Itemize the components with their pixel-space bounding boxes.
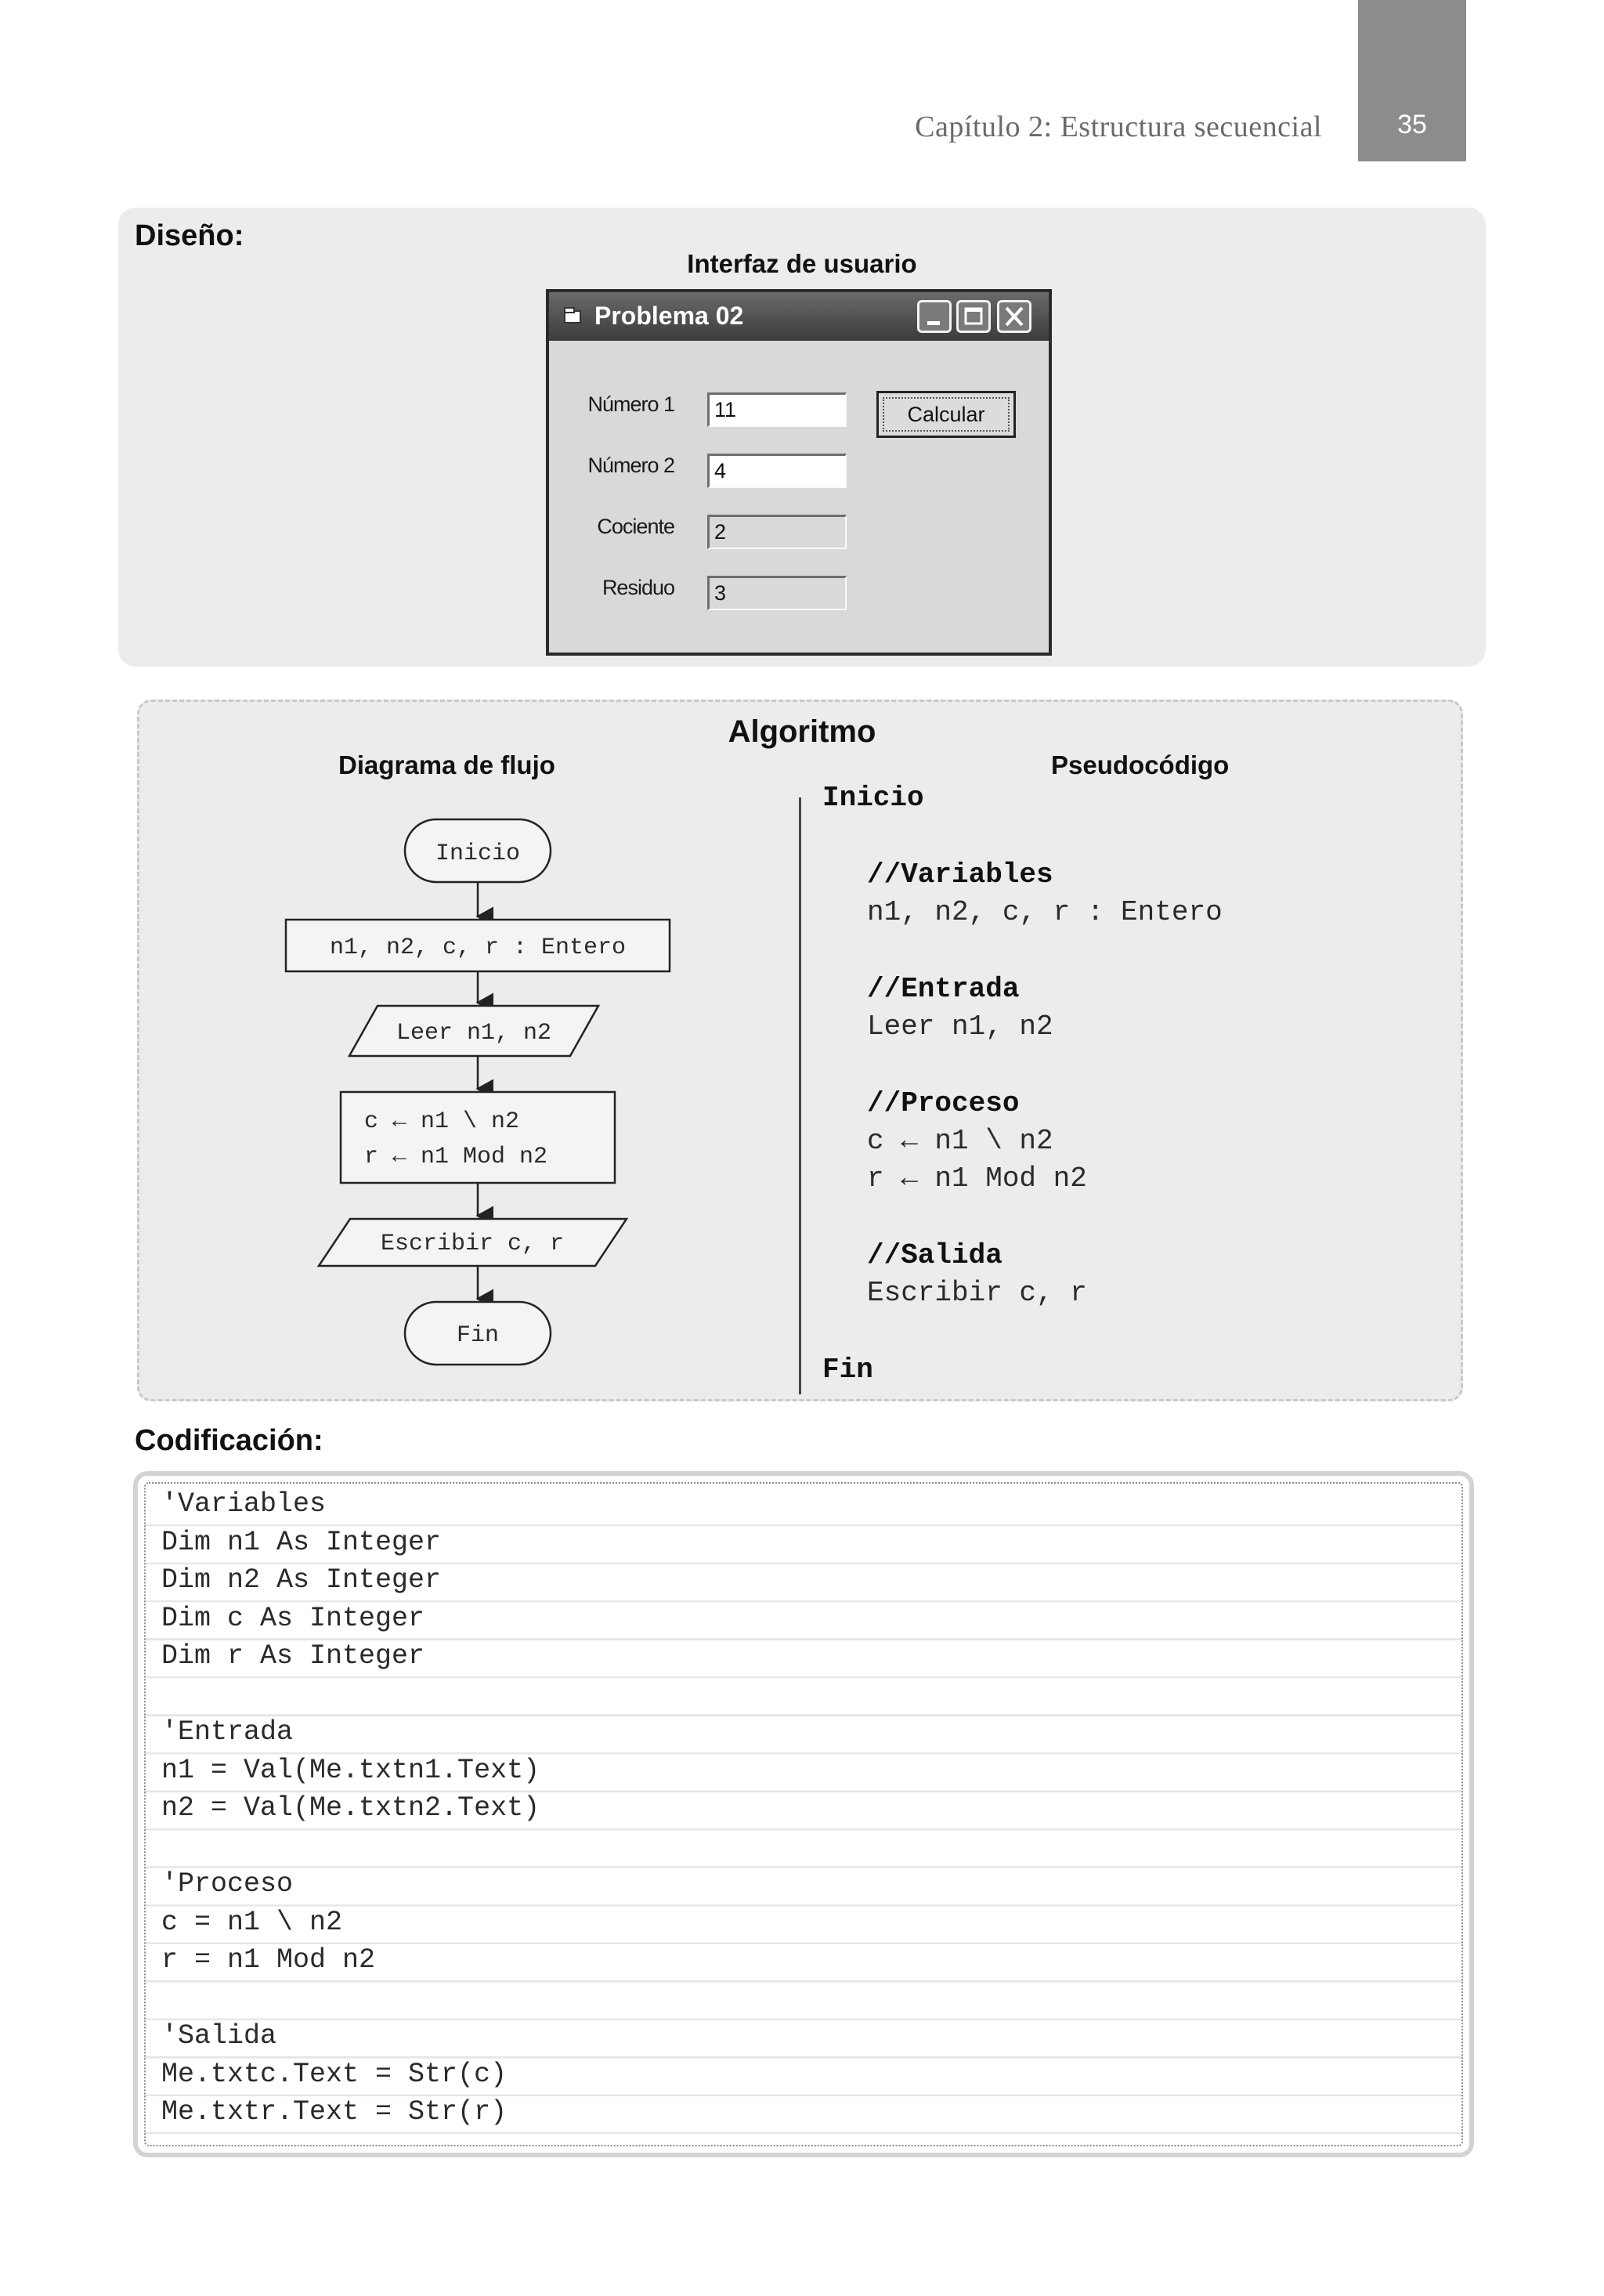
cociente-label: Cociente [597, 515, 674, 538]
pseudocode-line: r ← n1 Mod n2 [867, 1162, 1087, 1195]
window-app-icon [563, 306, 583, 329]
start-terminal-text: Inicio [435, 841, 521, 867]
residuo-output: 3 [707, 576, 847, 610]
numero1-label: Número 1 [587, 392, 674, 416]
code-line: r = n1 Mod n2 [161, 1944, 376, 1976]
code-line: 'Variables [161, 1488, 327, 1520]
chapter-title: Capítulo 2: Estructura secuencial [915, 110, 1322, 143]
maximize-icon [959, 302, 988, 331]
numero1-input[interactable]: 11 [707, 392, 847, 427]
pseudocode-line: //Variables [867, 859, 1053, 891]
process-line-1: c ← n1 \ n2 [364, 1108, 520, 1135]
code-line: Me.txtc.Text = Str(c) [161, 2058, 508, 2090]
code-line: Me.txtr.Text = Str(r) [161, 2096, 508, 2128]
ui-title: Interfaz de usuario [687, 249, 917, 278]
code-line: Dim n1 As Integer [161, 1526, 442, 1558]
flowchart [266, 807, 689, 1379]
declaration-text: n1, n2, c, r : Entero [329, 935, 627, 961]
flowchart-title: Diagrama de flujo [338, 750, 555, 779]
pseudocode-line: n1, n2, c, r : Entero [867, 896, 1223, 928]
code-line: 'Entrada [161, 1716, 294, 1748]
numero2-label: Número 2 [587, 454, 674, 477]
minimize-icon [919, 302, 949, 331]
pseudocode-line: //Entrada [867, 973, 1020, 1005]
page-number: 35 [1397, 110, 1427, 139]
design-label: Diseño: [135, 219, 244, 252]
code-line: Dim n2 As Integer [161, 1564, 442, 1596]
calcular-button-label: Calcular [883, 397, 1010, 432]
pseudocode-line: Inicio [822, 782, 924, 814]
output-text: Escribir c, r [380, 1231, 565, 1257]
pseudocode-line: //Salida [867, 1239, 1002, 1271]
code-line: n2 = Val(Me.txtn2.Text) [161, 1792, 540, 1824]
calcular-button[interactable] [876, 391, 1016, 438]
end-terminal-text: Fin [456, 1322, 500, 1349]
code-line: 'Salida [161, 2020, 277, 2052]
code-line: 'Proceso [161, 1868, 294, 1900]
close-icon [999, 302, 1029, 331]
window-title: Problema 02 [594, 302, 744, 330]
pseudocode-line: c ← n1 \ n2 [867, 1125, 1053, 1157]
code-line: Dim c As Integer [161, 1602, 425, 1634]
pseudocode-line: Escribir c, r [867, 1277, 1087, 1309]
process-line-2: r ← n1 Mod n2 [364, 1144, 548, 1170]
pseudocode-line: Fin [822, 1354, 873, 1386]
close-button[interactable] [997, 300, 1031, 333]
maximize-button[interactable] [956, 300, 991, 333]
pseudocode-title: Pseudocódigo [1051, 750, 1230, 779]
column-divider [799, 797, 801, 1394]
cociente-output: 2 [707, 515, 847, 549]
pseudocode-line: Leer n1, n2 [867, 1011, 1053, 1043]
coding-label: Codificación: [135, 1424, 323, 1457]
app-window [546, 289, 1052, 656]
algorithm-title: Algoritmo [728, 714, 876, 749]
minimize-button[interactable] [917, 300, 952, 333]
residuo-label: Residuo [602, 576, 674, 599]
pseudocode-line: //Proceso [867, 1087, 1020, 1119]
input-text: Leer n1, n2 [396, 1020, 552, 1047]
code-line: c = n1 \ n2 [161, 1906, 343, 1938]
numero2-input[interactable]: 4 [707, 454, 847, 488]
code-line: Dim r As Integer [161, 1640, 425, 1672]
window-titlebar [549, 292, 1049, 341]
code-line: n1 = Val(Me.txtn1.Text) [161, 1754, 540, 1786]
